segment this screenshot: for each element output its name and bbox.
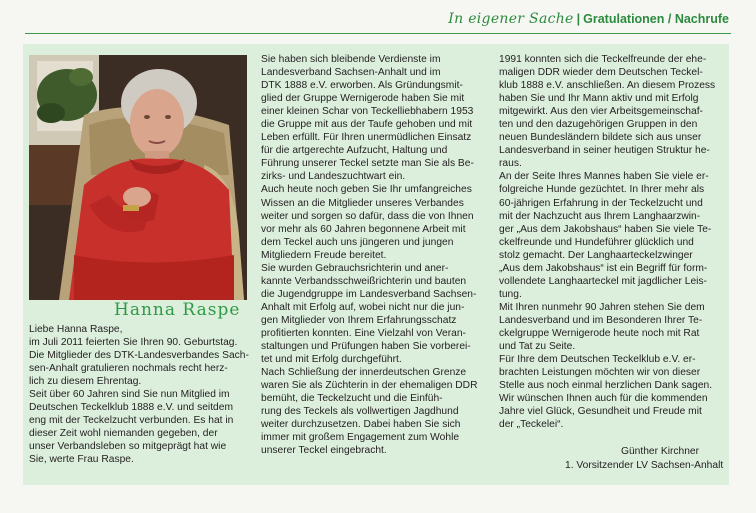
signature-title: 1. Vorsitzender LV Sachsen-Anhalt — [565, 460, 724, 471]
text-line: mitgewirkt. Aus den vier Arbeitsgemeinschaf- — [499, 106, 703, 118]
text-line: und Tat zu Seite. — [499, 341, 576, 353]
section-heading — [448, 11, 729, 27]
text-line: haben Sie und Ihr Mann aktiv und mit Erfolg — [499, 93, 699, 105]
text-line: klub 1888 e.V. anschließen. An diesem Prozess — [499, 80, 716, 92]
text-line: die Gruppe mit aus der Taufe gehoben und mit — [261, 119, 473, 131]
article-column-3 — [499, 53, 715, 431]
text-line: für die artgerechte Aufzucht, Haltung und — [261, 145, 448, 157]
text-line: maligen DDR wieder dem Deutschen Teckel- — [499, 67, 703, 79]
text-line: zirks- und Landeszuchtwart ein. — [261, 171, 406, 183]
text-line: bemüht, die Teckelzucht und die Einfüh- — [261, 393, 443, 405]
text-line: Deutschen Teckelklub 1888 e.V. und seitdem — [29, 402, 233, 414]
article-column-2 — [261, 53, 478, 457]
text-line: im Juli 2011 feierten Sie Ihren 90. Geburtstag. — [29, 337, 238, 349]
signature-name: Günther Kirchner — [621, 446, 700, 457]
text-line: weiter und sorgen so dafür, dass die von Ihnen — [261, 210, 474, 222]
text-line: kannte Verbandsschweißrichterin und bauten — [261, 275, 467, 287]
text-line: unser Verbandsleben so mitgeprägt hat wie — [29, 441, 227, 453]
text-line: ger „Aus dem Jakobshaus“ haben Sie viele Te- — [499, 223, 712, 235]
text-line: lich zu diesem Ehrentag. — [29, 376, 142, 388]
text-line: ckelgruppe Wernigerode heute noch mit Rat — [499, 327, 700, 339]
text-line: Sie, werte Frau Raspe. — [29, 454, 134, 466]
text-line: An der Seite Ihres Mannes haben Sie viele er- — [499, 171, 709, 183]
portrait-photo — [29, 55, 247, 300]
text-line: Sie wurden Gebrauchsrichterin und aner- — [261, 262, 449, 274]
text-line: gen Mitglieder von Ihrem Erfahrungsschatz — [261, 314, 457, 326]
text-line: Führung unserer Teckel setzte man Sie als Be- — [261, 158, 474, 170]
header-rule — [25, 33, 731, 34]
text-line: tung. — [499, 288, 522, 300]
text-line: Auch heute noch geben Sie Ihr umfangreiches — [261, 184, 472, 196]
text-line: staltungen und Prüfungen haben Sie vorberei- — [261, 341, 471, 353]
text-line: Sie haben sich bleibende Verdienste im — [261, 54, 441, 65]
text-line: eng mit der Teckelzucht verbunden. Es hat in — [29, 415, 234, 427]
text-line: DTK 1888 e.V. erworben. Als Gründungsmit- — [261, 80, 463, 92]
text-line: Mitgliedern Freude bereitet. — [261, 249, 387, 261]
text-line: einer kleinen Schar von Teckelliebhabern 1953 — [261, 106, 474, 118]
text-line: Liebe Hanna Raspe, — [29, 324, 123, 335]
text-line: vor mehr als 60 Jahren begonnene Arbeit mit — [261, 223, 466, 235]
text-line: 60-jährigen Erfahrung in der Teckelzucht und — [499, 197, 703, 209]
text-line: „Aus dem Jakobshaus“ ist ein Begriff für form- — [499, 262, 708, 274]
text-line: Landesverband und im Besonderen Ihrer Te- — [499, 314, 703, 326]
text-line: stolz gemacht. Der Langhaarteckelzwinger — [499, 249, 693, 261]
text-line: Wissen an die Mitglieder unseres Verbandes — [261, 197, 464, 209]
section-name: In eigener Sache — [448, 11, 574, 27]
text-line: neuen Bundesländern bildete sich aus unser — [499, 132, 702, 144]
text-line: Landesverband Sachsen-Anhalt und im — [261, 67, 441, 79]
text-line: sen-Anhalt gratulieren nochmals recht herz- — [29, 363, 228, 375]
text-line: vollendete Langhaarteckel mit jagdlicher Leis- — [499, 275, 707, 287]
text-line: die Jugendgruppe im Landesverband Sachsen- — [261, 288, 477, 300]
page-header — [0, 0, 756, 40]
text-line: Die Mitglieder des DTK-Landesverbandes Sach- — [29, 350, 249, 362]
text-line: weiter durchzusetzen. Dabei haben Sie sich — [261, 419, 461, 431]
article-column-1 — [29, 323, 249, 467]
text-line: tet und mit Erfolg durchgeführt. — [261, 354, 402, 366]
text-line: Stelle aus noch einmal herzlichen Dank sagen. — [499, 380, 713, 392]
text-line: dieser Zeit wohl niemanden gegeben, der — [29, 428, 218, 440]
text-line: folgreiche Hunde gezüchtet. In Ihrer mehr als — [499, 184, 705, 196]
section-category: Gratulationen / Nachrufe — [583, 12, 729, 26]
text-line: ckelfreunde und Hundeführer glücklich und — [499, 236, 694, 248]
text-line: Mit Ihren nunmehr 90 Jahren stehen Sie dem — [499, 301, 705, 313]
text-line: glied der Gruppe Wernigerode haben Sie mit — [261, 93, 465, 105]
text-line: profitierten konnten. Eine Vielzahl von Veran- — [261, 327, 466, 339]
text-line: Anhalt mit Erfolg auf, wobei nicht nur die jun- — [261, 301, 465, 313]
text-line: Für Ihre dem Deutschen Teckelklub e.V. er- — [499, 354, 696, 366]
text-line: mit der Nachzucht aus Ihrem Langhaarzwin- — [499, 210, 701, 222]
text-line: Jahre viel Glück, Gesundheit und Freude mit — [499, 406, 702, 418]
text-line: raus. — [499, 158, 522, 170]
text-line: Wir wünschen Ihnen auch für die kommenden — [499, 393, 708, 405]
text-line: waren Sie als Züchterin in der ehemaligen DDR — [261, 380, 478, 392]
text-line: Seit über 60 Jahren sind Sie nun Mitglied im — [29, 389, 230, 401]
text-line: Nach Schließung der innerdeutschen Grenze — [261, 367, 467, 379]
text-line: der „Teckelei“. — [499, 419, 564, 431]
text-line: Landesverband in seiner heutigen Struktur he- — [499, 145, 710, 157]
text-line: 1991 konnten sich die Teckelfreunde der ehe- — [499, 54, 707, 65]
text-line: unserer Teckel eingebracht. — [261, 445, 387, 457]
text-line: immer mit großem Engagement zum Wohle — [261, 432, 460, 444]
text-line: ten und den dazugehörigen Gruppen in den — [499, 119, 698, 131]
text-line: dem Teckel auch uns jüngeren und jungen — [261, 236, 454, 248]
photo-caption: Hanna Raspe — [114, 300, 241, 320]
text-line: brachten Leistungen möchten wir von dieser — [499, 367, 701, 379]
section-separator: | — [576, 12, 581, 26]
text-line: Leben erfüllt. Für Ihren unermüdlichen Einsatz — [261, 132, 472, 144]
text-line: rung des Teckels als vollwertigen Jagdhund — [261, 406, 459, 418]
